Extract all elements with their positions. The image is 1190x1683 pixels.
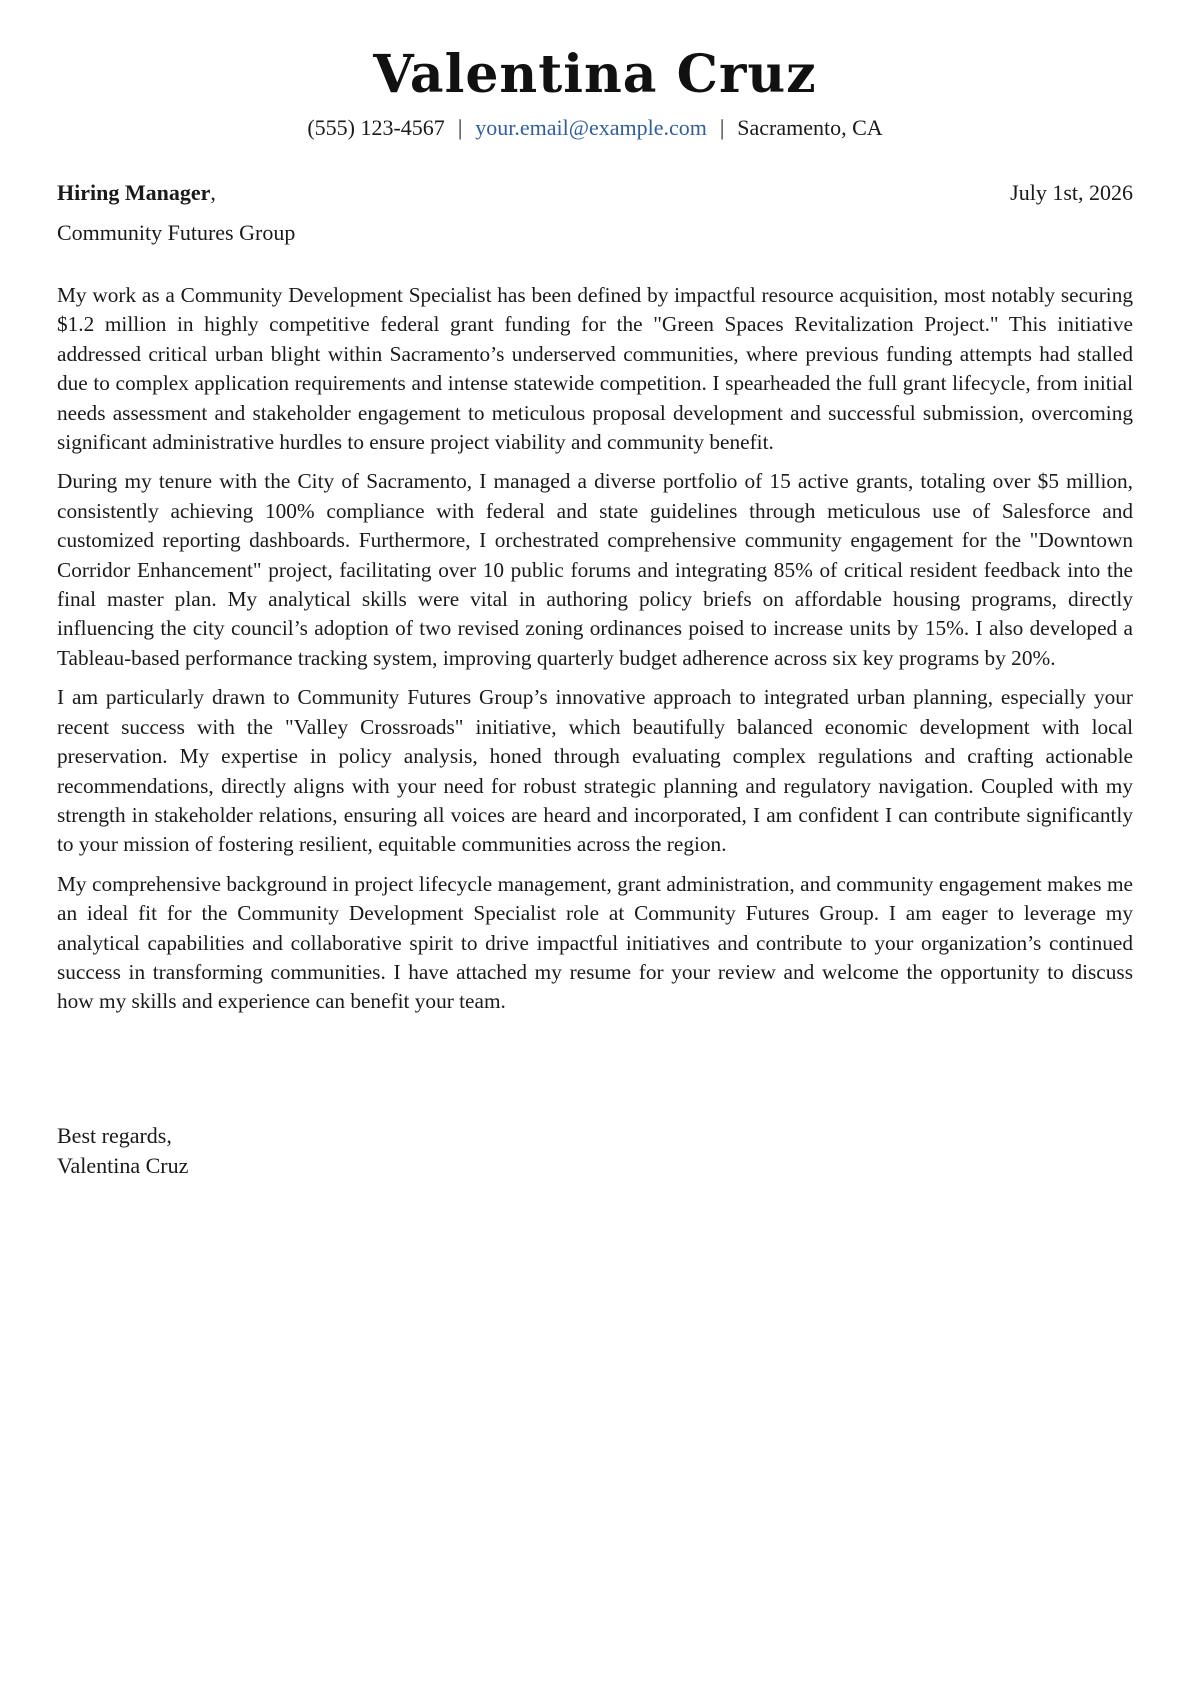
- recipient-greeting: [57, 178, 216, 208]
- recipient-name-suffix: ,: [210, 180, 216, 205]
- applicant-name: Valentina Cruz: [373, 44, 817, 105]
- email-link[interactable]: your.email@example.com: [475, 115, 707, 140]
- body-paragraph-2: During my tenure with the City of Sacramento, I managed a diverse portfolio of 15 active grants, totaling over $5 million, consistently achieving 100% compliance with federal and state guidelines through meticulous use of Salesforce and customized reporting dashboards. Furthermore, I orchestrated comprehensive community engagement for the "Downtown Corridor Enhancement" project, facilitating over 10 public forums and integrating 85% of critical resident feedback into the final master plan. My analytical skills were vital in authoring policy briefs on affordable housing programs, directly influencing the city council’s adoption of two revised zoning ordinances poised to increase units by 15%. I also developed a Tableau-based performance tracking system, improving quarterly budget adherence across six key programs by 20%.: [57, 469, 1133, 670]
- body-paragraph-4: My comprehensive background in project lifecycle management, grant administration, and community engagement makes me an ideal fit for the Community Development Specialist role at Community Futures Group. I am eager to leverage my analytical capabilities and collaborative spirit to drive impactful initiatives and contribute to your organization’s continued success in transforming communities. I have attached my resume for your review and welcome the opportunity to discuss how my skills and experience can benefit your team.: [57, 871, 1133, 1014]
- letter-body: [57, 281, 1133, 1027]
- letter-date: July 1st, 2026: [1010, 180, 1133, 205]
- recipient-row: [57, 178, 1133, 208]
- recipient-company: Community Futures Group: [57, 220, 296, 245]
- phone-number: (555) 123-4567: [307, 115, 445, 140]
- closing-salutation: Best regards,: [57, 1123, 172, 1148]
- contact-line: [57, 113, 1133, 143]
- cover-letter-page: [57, 0, 1133, 1683]
- contact-separator: |: [719, 115, 725, 140]
- contact-separator: |: [457, 115, 463, 140]
- closing-signature: Valentina Cruz: [57, 1153, 189, 1178]
- recipient-name: Hiring Manager: [57, 180, 211, 205]
- body-paragraph-3: I am particularly drawn to Community Futures Group’s innovative approach to integrated urban planning, especially your recent success with the "Valley Crossroads" initiative, which beautifully balanced economic development with local preservation. My expertise in policy analysis, honed through evaluating complex regulations and crafting actionable recommendations, directly aligns with your need for robust strategic planning and regulatory navigation. Coupled with my strength in stakeholder relations, ensuring all voices are heard and incorporated, I am confident I can contribute significantly to your mission of fostering resilient, equitable communities across the region.: [57, 685, 1133, 857]
- letter-closing: [57, 1121, 188, 1181]
- body-paragraph-1: My work as a Community Development Specialist has been defined by impactful resource acquisition, most notably securing $1.2 million in highly competitive federal grant funding for the "Green Spaces Revitalization Project." This initiative addressed critical urban blight within Sacramento’s underserved communities, where previous funding attempts had stalled due to complex application requirements and intense statewide competition. I spearheaded the full grant lifecycle, from initial needs assessment and stakeholder engagement to meticulous proposal development and successful submission, overcoming significant administrative hurdles to ensure project viability and community benefit.: [57, 283, 1133, 455]
- location: Sacramento, CA: [737, 115, 883, 140]
